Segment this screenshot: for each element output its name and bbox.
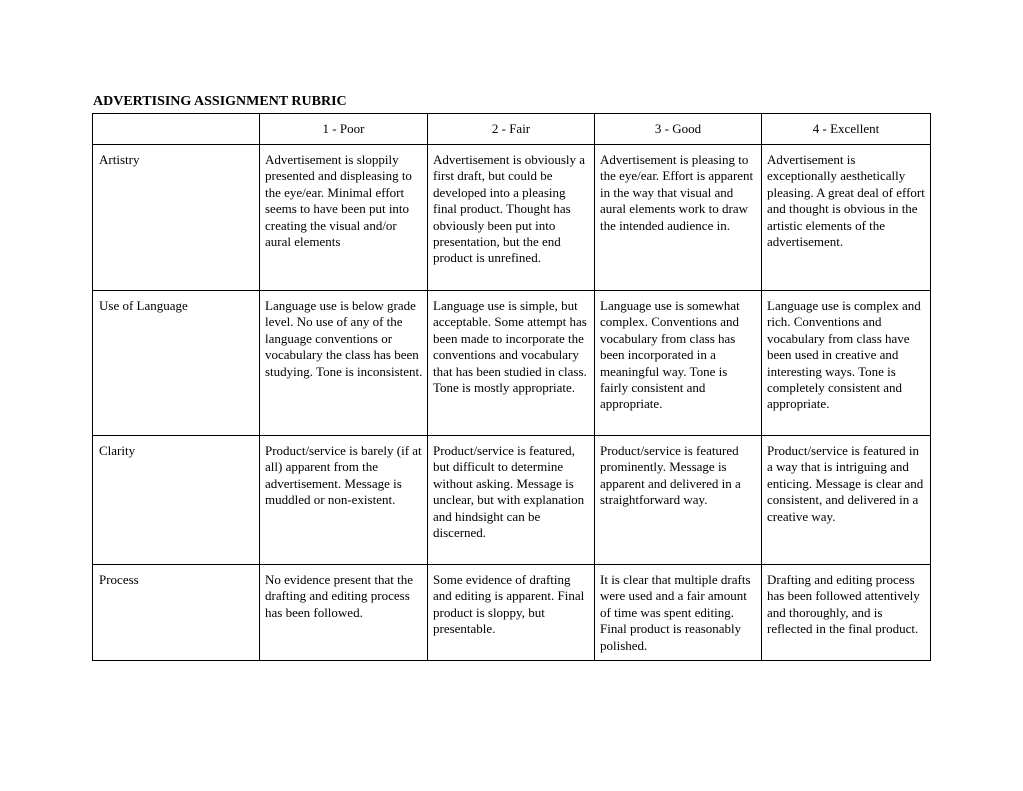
document-title: ADVERTISING ASSIGNMENT RUBRIC	[93, 94, 347, 109]
rubric-cell: Drafting and editing process has been followed attentively and thoroughly, and is reflected in the final product.	[762, 565, 931, 661]
rubric-cell: Product/service is featured, but difficult to determine without asking. Message is unclear, but with explanation and hindsight can be discerned.	[428, 436, 595, 565]
rubric-cell: Advertisement is pleasing to the eye/ear. Effort is apparent in the way that visual and aural elements work to draw the intended audience in.	[595, 145, 762, 291]
rubric-cell: Advertisement is exceptionally aesthetically pleasing. A great deal of effort and thought is obvious in the artistic elements of the advertisement.	[762, 145, 931, 291]
criterion-cell: Artistry	[93, 145, 260, 291]
header-cell-criteria	[93, 114, 260, 145]
table-row	[93, 436, 931, 565]
header-row	[93, 114, 931, 145]
rubric-cell: Product/service is featured in a way that is intriguing and enticing. Message is clear and consistent, and delivered in a creative way.	[762, 436, 931, 565]
rubric-cell: Some evidence of drafting and editing is apparent. Final product is sloppy, but presentable.	[428, 565, 595, 661]
rubric-cell: Product/service is featured prominently. Message is apparent and delivered in a straightforward way.	[595, 436, 762, 565]
table-row	[93, 291, 931, 436]
header-cell-excellent: 4 - Excellent	[762, 114, 931, 145]
rubric-table	[92, 113, 931, 661]
rubric-cell: Product/service is barely (if at all) apparent from the advertisement. Message is muddled or non-existent.	[260, 436, 428, 565]
table-row	[93, 145, 931, 291]
header-cell-good: 3 - Good	[595, 114, 762, 145]
rubric-cell: It is clear that multiple drafts were used and a fair amount of time was spent editing. Final product is reasonably polished.	[595, 565, 762, 661]
rubric-cell: Language use is below grade level. No use of any of the language conventions or vocabulary the class has been studying. Tone is inconsistent.	[260, 291, 428, 436]
rubric-cell: Language use is simple, but acceptable. Some attempt has been made to incorporate the conventions and vocabulary that has been studied in class. Tone is mostly appropriate.	[428, 291, 595, 436]
rubric-cell: Advertisement is obviously a first draft, but could be developed into a pleasing final product. Thought has obviously been put into presentation, but the end product is unrefined.	[428, 145, 595, 291]
rubric-cell: Language use is somewhat complex. Conventions and vocabulary from class has been incorporated in a meaningful way. Tone is fairly consistent and appropriate.	[595, 291, 762, 436]
rubric-cell: Advertisement is sloppily presented and displeasing to the eye/ear. Minimal effort seems to have been put into creating the visual and/or aural elements	[260, 145, 428, 291]
rubric-cell: Language use is complex and rich. Conventions and vocabulary from class have been used in creative and interesting ways. Tone is completely consistent and appropriate.	[762, 291, 931, 436]
criterion-cell: Use of Language	[93, 291, 260, 436]
criterion-cell: Clarity	[93, 436, 260, 565]
table-row	[93, 565, 931, 661]
rubric-cell: No evidence present that the drafting and editing process has been followed.	[260, 565, 428, 661]
criterion-cell: Process	[93, 565, 260, 661]
header-cell-poor: 1 - Poor	[260, 114, 428, 145]
header-cell-fair: 2 - Fair	[428, 114, 595, 145]
